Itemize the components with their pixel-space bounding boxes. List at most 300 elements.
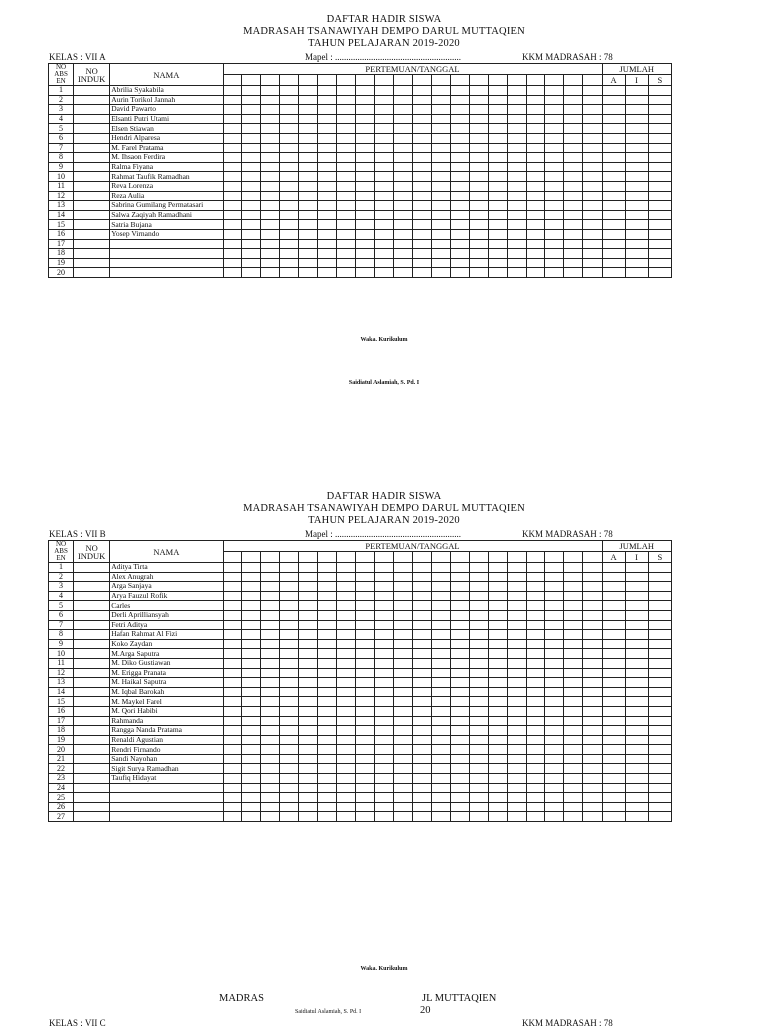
student-name: Reva Lorenza [110, 181, 223, 191]
attendance-cell [412, 86, 431, 96]
attendance-cell [469, 754, 488, 764]
meeting-date-cell [356, 552, 375, 563]
table-row [49, 114, 672, 124]
attendance-cell [431, 601, 450, 611]
student-induk [74, 706, 110, 716]
attendance-cell [223, 229, 242, 239]
attendance-cell [356, 201, 375, 211]
attendance-cell [625, 582, 648, 592]
attendance-cell [488, 220, 507, 230]
attendance-cell [299, 572, 318, 582]
student-number: 9 [49, 162, 74, 172]
attendance-cell [393, 678, 412, 688]
attendance-cell [431, 620, 450, 630]
attendance-cell [431, 793, 450, 803]
attendance-cell [318, 86, 337, 96]
attendance-cell [648, 95, 671, 105]
attendance-cell [431, 210, 450, 220]
student-name [110, 812, 223, 822]
student-number: 19 [49, 258, 74, 268]
attendance-cell [223, 678, 242, 688]
attendance-cell [526, 239, 545, 249]
attendance-cell [318, 114, 337, 124]
attendance-cell [393, 639, 412, 649]
attendance-cell [564, 726, 583, 736]
attendance-cell [242, 105, 261, 115]
attendance-cell [507, 668, 526, 678]
attendance-cell [602, 114, 625, 124]
attendance-cell [393, 764, 412, 774]
attendance-cell [450, 754, 469, 764]
attendance-cell [318, 658, 337, 668]
attendance-cell [450, 572, 469, 582]
attendance-cell [242, 133, 261, 143]
attendance-cell [648, 649, 671, 659]
student-induk [74, 745, 110, 755]
student-induk [74, 191, 110, 201]
attendance-cell [356, 802, 375, 812]
attendance-cell [242, 745, 261, 755]
attendance-cell [507, 706, 526, 716]
table-row [49, 249, 672, 259]
attendance-cell [280, 639, 299, 649]
col-izin: I [625, 75, 648, 86]
attendance-cell [431, 105, 450, 115]
attendance-cell [469, 735, 488, 745]
attendance-cell [526, 86, 545, 96]
attendance-cell [488, 774, 507, 784]
attendance-cell [223, 86, 242, 96]
attendance-cell [583, 630, 602, 640]
attendance-cell [583, 639, 602, 649]
attendance-cell [564, 610, 583, 620]
attendance-cell [545, 591, 564, 601]
attendance-cell [299, 191, 318, 201]
attendance-cell [450, 668, 469, 678]
attendance-cell [223, 582, 242, 592]
attendance-cell [261, 201, 280, 211]
attendance-cell [375, 258, 394, 268]
attendance-cell [545, 582, 564, 592]
attendance-cell [564, 124, 583, 134]
attendance-cell [375, 191, 394, 201]
student-number: 4 [49, 591, 74, 601]
attendance-cell [526, 572, 545, 582]
attendance-cell [625, 793, 648, 803]
attendance-cell [412, 697, 431, 707]
attendance-cell [393, 563, 412, 573]
attendance-cell [602, 745, 625, 755]
attendance-cell [356, 687, 375, 697]
attendance-cell [545, 774, 564, 784]
attendance-cell [280, 649, 299, 659]
student-induk [74, 601, 110, 611]
attendance-cell [564, 258, 583, 268]
attendance-cell [602, 95, 625, 105]
attendance-cell [583, 572, 602, 582]
attendance-cell [469, 162, 488, 172]
attendance-cell [242, 706, 261, 716]
attendance-cell [337, 735, 356, 745]
attendance-cell [648, 563, 671, 573]
attendance-cell [337, 687, 356, 697]
attendance-cell [412, 745, 431, 755]
attendance-cell [299, 793, 318, 803]
attendance-cell [526, 745, 545, 755]
attendance-cell [507, 582, 526, 592]
attendance-cell [318, 601, 337, 611]
attendance-cell [375, 249, 394, 259]
attendance-cell [223, 124, 242, 134]
student-name [110, 793, 223, 803]
attendance-cell [526, 697, 545, 707]
attendance-cell [431, 802, 450, 812]
attendance-cell [564, 745, 583, 755]
attendance-cell [450, 793, 469, 803]
attendance-cell [488, 783, 507, 793]
attendance-cell [337, 153, 356, 163]
attendance-cell [280, 563, 299, 573]
col-alpha: A [602, 552, 625, 563]
attendance-cell [337, 697, 356, 707]
attendance-cell [625, 735, 648, 745]
attendance-cell [261, 210, 280, 220]
attendance-cell [469, 591, 488, 601]
attendance-cell [625, 105, 648, 115]
attendance-cell [412, 95, 431, 105]
attendance-cell [526, 764, 545, 774]
meeting-date-cell [280, 552, 299, 563]
attendance-cell [356, 258, 375, 268]
attendance-cell [488, 610, 507, 620]
attendance-cell [507, 802, 526, 812]
attendance-cell [564, 783, 583, 793]
table-row [49, 210, 672, 220]
attendance-cell [393, 229, 412, 239]
attendance-cell [318, 268, 337, 278]
attendance-cell [602, 563, 625, 573]
attendance-cell [337, 220, 356, 230]
attendance-table [48, 63, 672, 278]
attendance-cell [431, 764, 450, 774]
table-row [49, 258, 672, 268]
attendance-cell [356, 133, 375, 143]
attendance-cell [488, 105, 507, 115]
attendance-cell [337, 802, 356, 812]
signature-title: Waka. Kurikulum [360, 337, 408, 343]
attendance-cell [507, 210, 526, 220]
attendance-cell [356, 726, 375, 736]
attendance-cell [469, 726, 488, 736]
attendance-cell [469, 610, 488, 620]
attendance-cell [299, 687, 318, 697]
attendance-cell [507, 697, 526, 707]
attendance-cell [412, 124, 431, 134]
student-induk [74, 86, 110, 96]
attendance-cell [299, 563, 318, 573]
attendance-cell [564, 697, 583, 707]
attendance-cell [488, 86, 507, 96]
student-number: 5 [49, 124, 74, 134]
attendance-cell [242, 172, 261, 182]
attendance-cell [242, 639, 261, 649]
attendance-cell [412, 754, 431, 764]
table-row [49, 735, 672, 745]
attendance-cell [356, 229, 375, 239]
meeting-date-cell [450, 75, 469, 86]
attendance-cell [648, 249, 671, 259]
attendance-cell [450, 210, 469, 220]
attendance-cell [450, 639, 469, 649]
attendance-cell [526, 793, 545, 803]
attendance-cell [507, 258, 526, 268]
student-number: 8 [49, 630, 74, 640]
attendance-cell [648, 268, 671, 278]
attendance-cell [431, 649, 450, 659]
attendance-cell [375, 210, 394, 220]
student-name: M. Farel Pratama [110, 143, 223, 153]
attendance-cell [526, 649, 545, 659]
attendance-cell [450, 620, 469, 630]
student-induk [74, 105, 110, 115]
attendance-cell [412, 249, 431, 259]
attendance-cell [280, 793, 299, 803]
attendance-cell [602, 754, 625, 764]
attendance-cell [583, 774, 602, 784]
attendance-cell [545, 601, 564, 611]
student-induk [74, 774, 110, 784]
attendance-cell [488, 630, 507, 640]
attendance-cell [545, 105, 564, 115]
attendance-cell [526, 268, 545, 278]
attendance-cell [242, 802, 261, 812]
student-name: Rahmat Taufik Ramadhan [110, 172, 223, 182]
attendance-cell [450, 582, 469, 592]
attendance-cell [375, 668, 394, 678]
attendance-cell [507, 735, 526, 745]
student-number: 21 [49, 754, 74, 764]
attendance-cell [223, 172, 242, 182]
attendance-cell [602, 572, 625, 582]
meeting-date-cell [261, 75, 280, 86]
attendance-cell [280, 582, 299, 592]
attendance-cell [469, 201, 488, 211]
attendance-cell [488, 678, 507, 688]
attendance-cell [583, 658, 602, 668]
attendance-cell [280, 630, 299, 640]
attendance-cell [564, 620, 583, 630]
attendance-cell [526, 181, 545, 191]
attendance-cell [583, 706, 602, 716]
subject-label: Mapel : ........................................................ [305, 52, 461, 62]
meeting-date-cell [393, 75, 412, 86]
attendance-cell [242, 591, 261, 601]
attendance-cell [299, 229, 318, 239]
student-induk [74, 239, 110, 249]
col-no-induk: NO INDUK [74, 64, 110, 86]
attendance-cell [337, 258, 356, 268]
attendance-cell [375, 716, 394, 726]
attendance-cell [545, 668, 564, 678]
attendance-cell [261, 745, 280, 755]
attendance-cell [318, 220, 337, 230]
attendance-cell [393, 153, 412, 163]
attendance-cell [223, 668, 242, 678]
attendance-cell [648, 620, 671, 630]
attendance-cell [602, 133, 625, 143]
attendance-cell [412, 726, 431, 736]
table-row [49, 220, 672, 230]
attendance-cell [393, 745, 412, 755]
attendance-cell [450, 687, 469, 697]
attendance-cell [625, 601, 648, 611]
attendance-cell [602, 774, 625, 784]
attendance-cell [299, 620, 318, 630]
col-pertemuan: PERTEMUAN/TANGGAL [223, 541, 602, 552]
attendance-cell [375, 639, 394, 649]
attendance-cell [223, 133, 242, 143]
attendance-cell [375, 95, 394, 105]
table-row [49, 745, 672, 755]
attendance-cell [299, 249, 318, 259]
attendance-cell [488, 191, 507, 201]
attendance-cell [450, 697, 469, 707]
attendance-cell [625, 774, 648, 784]
attendance-cell [526, 191, 545, 201]
attendance-cell [450, 812, 469, 822]
attendance-cell [337, 582, 356, 592]
attendance-cell [261, 764, 280, 774]
attendance-cell [299, 745, 318, 755]
attendance-cell [431, 172, 450, 182]
attendance-cell [337, 678, 356, 688]
student-name: Fetri Aditya [110, 620, 223, 630]
table-row [49, 124, 672, 134]
student-induk [74, 716, 110, 726]
student-number: 5 [49, 601, 74, 611]
attendance-cell [431, 239, 450, 249]
attendance-cell [526, 258, 545, 268]
attendance-cell [625, 591, 648, 601]
table-row [49, 754, 672, 764]
attendance-cell [469, 95, 488, 105]
attendance-cell [393, 601, 412, 611]
attendance-cell [469, 229, 488, 239]
student-induk [74, 687, 110, 697]
attendance-cell [356, 563, 375, 573]
attendance-cell [318, 697, 337, 707]
kkm-label: KKM MADRASAH : 78 [522, 52, 613, 62]
student-name: Arga Sanjaya [110, 582, 223, 592]
attendance-cell [280, 658, 299, 668]
attendance-cell [431, 572, 450, 582]
attendance-cell [564, 630, 583, 640]
student-name: Rangga Nanda Pratama [110, 726, 223, 736]
attendance-cell [583, 133, 602, 143]
attendance-cell [375, 706, 394, 716]
attendance-cell [412, 783, 431, 793]
table-row [49, 572, 672, 582]
attendance-cell [602, 249, 625, 259]
table-row [49, 783, 672, 793]
attendance-cell [261, 153, 280, 163]
attendance-cell [526, 95, 545, 105]
attendance-cell [648, 706, 671, 716]
attendance-cell [602, 191, 625, 201]
attendance-cell [393, 95, 412, 105]
attendance-cell [412, 649, 431, 659]
student-name [110, 239, 223, 249]
col-alpha: A [602, 75, 625, 86]
attendance-cell [648, 726, 671, 736]
attendance-cell [280, 95, 299, 105]
attendance-cell [564, 86, 583, 96]
attendance-cell [356, 783, 375, 793]
attendance-cell [602, 582, 625, 592]
student-name: Taufiq Hidayat [110, 774, 223, 784]
attendance-cell [280, 143, 299, 153]
attendance-cell [318, 639, 337, 649]
attendance-cell [648, 191, 671, 201]
attendance-cell [393, 783, 412, 793]
attendance-cell [648, 572, 671, 582]
attendance-cell [526, 658, 545, 668]
attendance-cell [648, 105, 671, 115]
col-jumlah: JUMLAH [602, 541, 672, 552]
attendance-cell [545, 114, 564, 124]
attendance-cell [337, 591, 356, 601]
attendance-cell [545, 143, 564, 153]
meeting-date-cell [564, 75, 583, 86]
attendance-cell [648, 220, 671, 230]
attendance-cell [545, 783, 564, 793]
attendance-cell [488, 658, 507, 668]
attendance-cell [488, 229, 507, 239]
attendance-cell [450, 201, 469, 211]
attendance-cell [602, 86, 625, 96]
attendance-cell [469, 191, 488, 201]
attendance-cell [375, 229, 394, 239]
attendance-cell [356, 678, 375, 688]
student-number: 4 [49, 114, 74, 124]
student-name [110, 268, 223, 278]
attendance-cell [412, 258, 431, 268]
meeting-date-cell [431, 75, 450, 86]
attendance-cell [469, 812, 488, 822]
attendance-cell [564, 716, 583, 726]
attendance-cell [648, 735, 671, 745]
attendance-cell [393, 716, 412, 726]
attendance-cell [450, 764, 469, 774]
attendance-cell [318, 716, 337, 726]
attendance-cell [602, 601, 625, 611]
attendance-cell [299, 754, 318, 764]
attendance-cell [412, 687, 431, 697]
attendance-cell [412, 678, 431, 688]
attendance-cell [545, 706, 564, 716]
attendance-cell [545, 812, 564, 822]
attendance-cell [318, 793, 337, 803]
attendance-cell [412, 133, 431, 143]
attendance-cell [412, 153, 431, 163]
attendance-cell [564, 201, 583, 211]
attendance-cell [431, 706, 450, 716]
attendance-cell [545, 124, 564, 134]
attendance-cell [545, 802, 564, 812]
attendance-cell [526, 563, 545, 573]
attendance-cell [602, 802, 625, 812]
student-induk [74, 181, 110, 191]
